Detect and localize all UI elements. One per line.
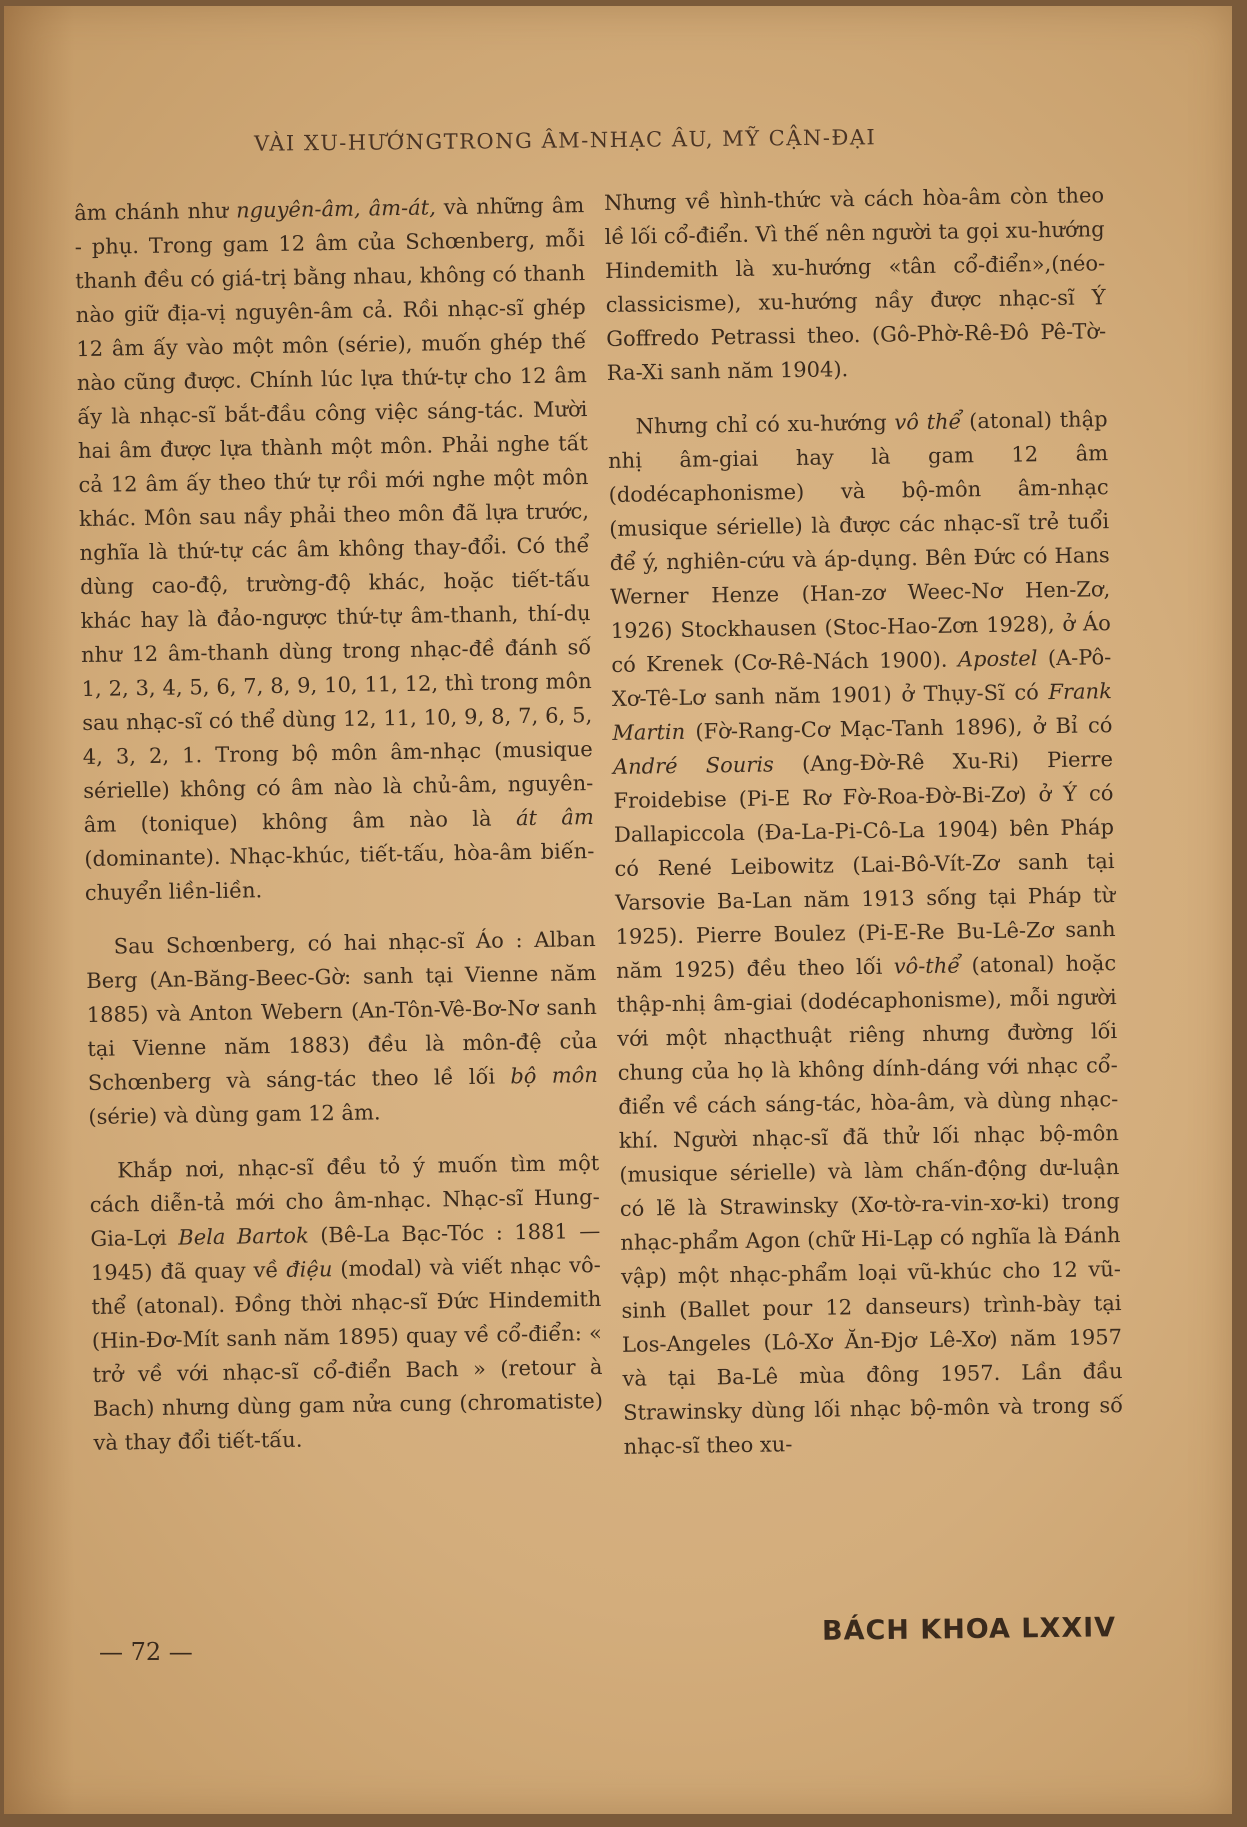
italic-term: nguyên-âm, [235,196,361,223]
magazine-page [4,6,1232,1814]
paragraph: Sau Schœnberg, có hai nhạc-sĩ Áo : Alban Berg (An-Băng-Beec-Gờ: sanh tại Vienne năm 1885) và Anton Webern (An-Tôn-Vê-Bơ-Nơ sanh tại Vienne năm 1883) đều là môn-đệ của Schœnberg và sáng-tác theo lề lối bộ môn (série) và dùng gam 12 âm. [86,926,599,1129]
page-edge-shadow [4,6,74,1814]
paragraph: âm chánh như nguyên-âm, âm-át, và những âm - phụ. Trong gam 12 âm của Schœnberg, mỗi thanh đều có giá-trị bằng nhau, không có thanh nào giữ địa-vị nguyên-âm cả. Rồi nhạc-sĩ ghép 12 âm ấy vào một môn (série), muốn ghép thế nào cũng được. Chính lúc lựa thứ-tự cho 12 âm ấy là nhạc-sĩ bắt-đầu công việc sáng-tác. Mười hai âm được lựa thành một môn. Phải nghe tất cả 12 âm ấy theo thứ tự rồi mới nghe một môn khác. Môn sau nầy phải theo môn đã lựa trước, nghĩa là thứ-tự các âm không thay-đổi. Có thể dùng cao-độ, trường-độ khác, hoặc tiết-tấu khác hay là đảo-ngược thứ-tự âm-thanh, thí-dụ như 12 âm-thanh dùng trong nhạc-đề đánh số 1, 2, 3, 4, 5, 6, 7, 8, 9, 10, 11, 12, thì trong môn sau nhạc-sĩ có thể dùng 12, 11, 10, 9, 8, 7, 6, 5, 4, 3, 2, 1. Trong bộ môn âm-nhạc (musique sérielle) không có âm nào là chủ-âm, nguyên-âm (tonique) không âm nào là át âm (dominante). Nhạc-khúc, tiết-tấu, hòa-âm biến-chuyển liền-liền. [74,193,595,905]
italic-term: bộ môn [510,1062,599,1089]
italic-term: át âm [515,804,594,831]
italic-term: Apostel [957,646,1038,672]
italic-term: âm-át, [368,195,436,221]
paragraph: Khắp nơi, nhạc-sĩ đều tỏ ý muốn tìm một cách diễn-tả mới cho âm-nhạc. Nhạc-sĩ Hung-Gia-Lợi Bela Bartok (Bê-La Bạc-Tóc : 1881 — 1945) đã quay về điệu (modal) và viết nhạc vô-thể (atonal). Đồng thời nhạc-sĩ Đức Hindemith (Hin-Đơ-Mít sanh năm 1895) quay về cổ-điển: « trở về với nhạc-sĩ cổ-điển Bach » (retour à Bach) nhưng dùng gam nửa cung (chromatiste) và thay đổi tiết-tấu. [89,1150,604,1455]
italic-term: vô-thể [893,953,961,979]
italic-term: điệu [286,1257,333,1282]
running-header: VÀI XU-HƯỚNGTRONG ÂM-NHẠC ÂU, MỸ CẬN-ĐẠI [253,125,877,156]
italic-term: Bela Bartok [178,1223,309,1250]
paragraph: Nhưng về hình-thức và cách hòa-âm còn theo lề lối cổ-điển. Vì thế nên người ta gọi xu-hướng Hindemith là xu-hướng «tân cổ-điển»,(néo-classicisme), xu-hướng nầy được nhạc-sĩ Ý Goffredo Petrassi theo. (Gô-Phờ-Rê-Đô Pê-Tờ-Ra-Xi sanh năm 1904). [603,183,1107,385]
right-column [604,178,1124,1484]
italic-term: André Souris [612,752,775,779]
page-number: — 72 — [99,1638,193,1666]
magazine-issue-label: BÁCH KHOA LXXIV [821,1612,1117,1647]
italic-term: Frank Martin [612,679,1113,745]
paragraph: Nhưng chỉ có xu-hướng vô thể (atonal) thập nhị âm-giai hay là gam 12 âm (dodécaphonisme) và bộ-môn âm-nhạc (musique sérielle) là được các nhạc-sĩ trẻ tuổi để ý, nghiên-cứu và áp-dụng. Bên Đức có Hans Werner Henze (Han-zơ Weec-Nơ Hen-Zơ, 1926) Stockhausen (Stoc-Hao-Zơn 1928), ở Áo có Krenek (Cơ-Rê-Nách 1900). Apostel (A-Pô-Xơ-Tê-Lơ sanh năm 1901) ở Thụy-Sĩ có Frank Martin (Fờ-Rang-Cơ Mạc-Tanh 1896), ở Bỉ có André Souris (Ang-Đờ-Rê Xu-Ri) Pierre Froidebise (Pi-E Rơ Fờ-Roa-Đờ-Bi-Zơ) ở Ý có Dallapiccola (Đa-La-Pi-Cô-La 1904) bên Pháp có René Leibowitz (Lai-Bô-Vít-Zơ sanh tại Varsovie Ba-Lan năm 1913 sống tại Pháp từ 1925). Pierre Boulez (Pi-E-Re Bu-Lê-Zơ sanh năm 1925) đều theo lối vô-thể (atonal) hoặc thập-nhị âm-giai (dodécaphonisme), mỗi người với một nhạcthuật riêng nhưng đường lối chung của họ là không dính-dáng với nhạc cổ-điển về cách sáng-tác, hòa-âm, và dùng nhạc-khí. Người nhạc-sĩ đã thử lối nhạc bộ-môn (musique sérielle) và làm chấn-động dư-luận có lẽ là Strawinsky (Xơ-tờ-ra-vin-xơ-ki) trong nhạc-phẩm Agon (chữ Hi-Lạp có nghĩa là Đánh vập) một nhạc-phẩm loại vũ-khúc cho 12 vũ-sinh (Ballet pour 12 danseurs) trình-bày tại Los-Angeles (Lô-Xơ Ăn-Đjơ Lê-Xơ) năm 1957 và tại Ba-Lê mùa đông 1957. Lần đầu Strawinsky dùng lối nhạc bộ-môn và trong số nhạc-sĩ theo xu- [607,407,1124,1459]
italic-term: vô thể [894,409,962,435]
left-column [74,188,604,1480]
